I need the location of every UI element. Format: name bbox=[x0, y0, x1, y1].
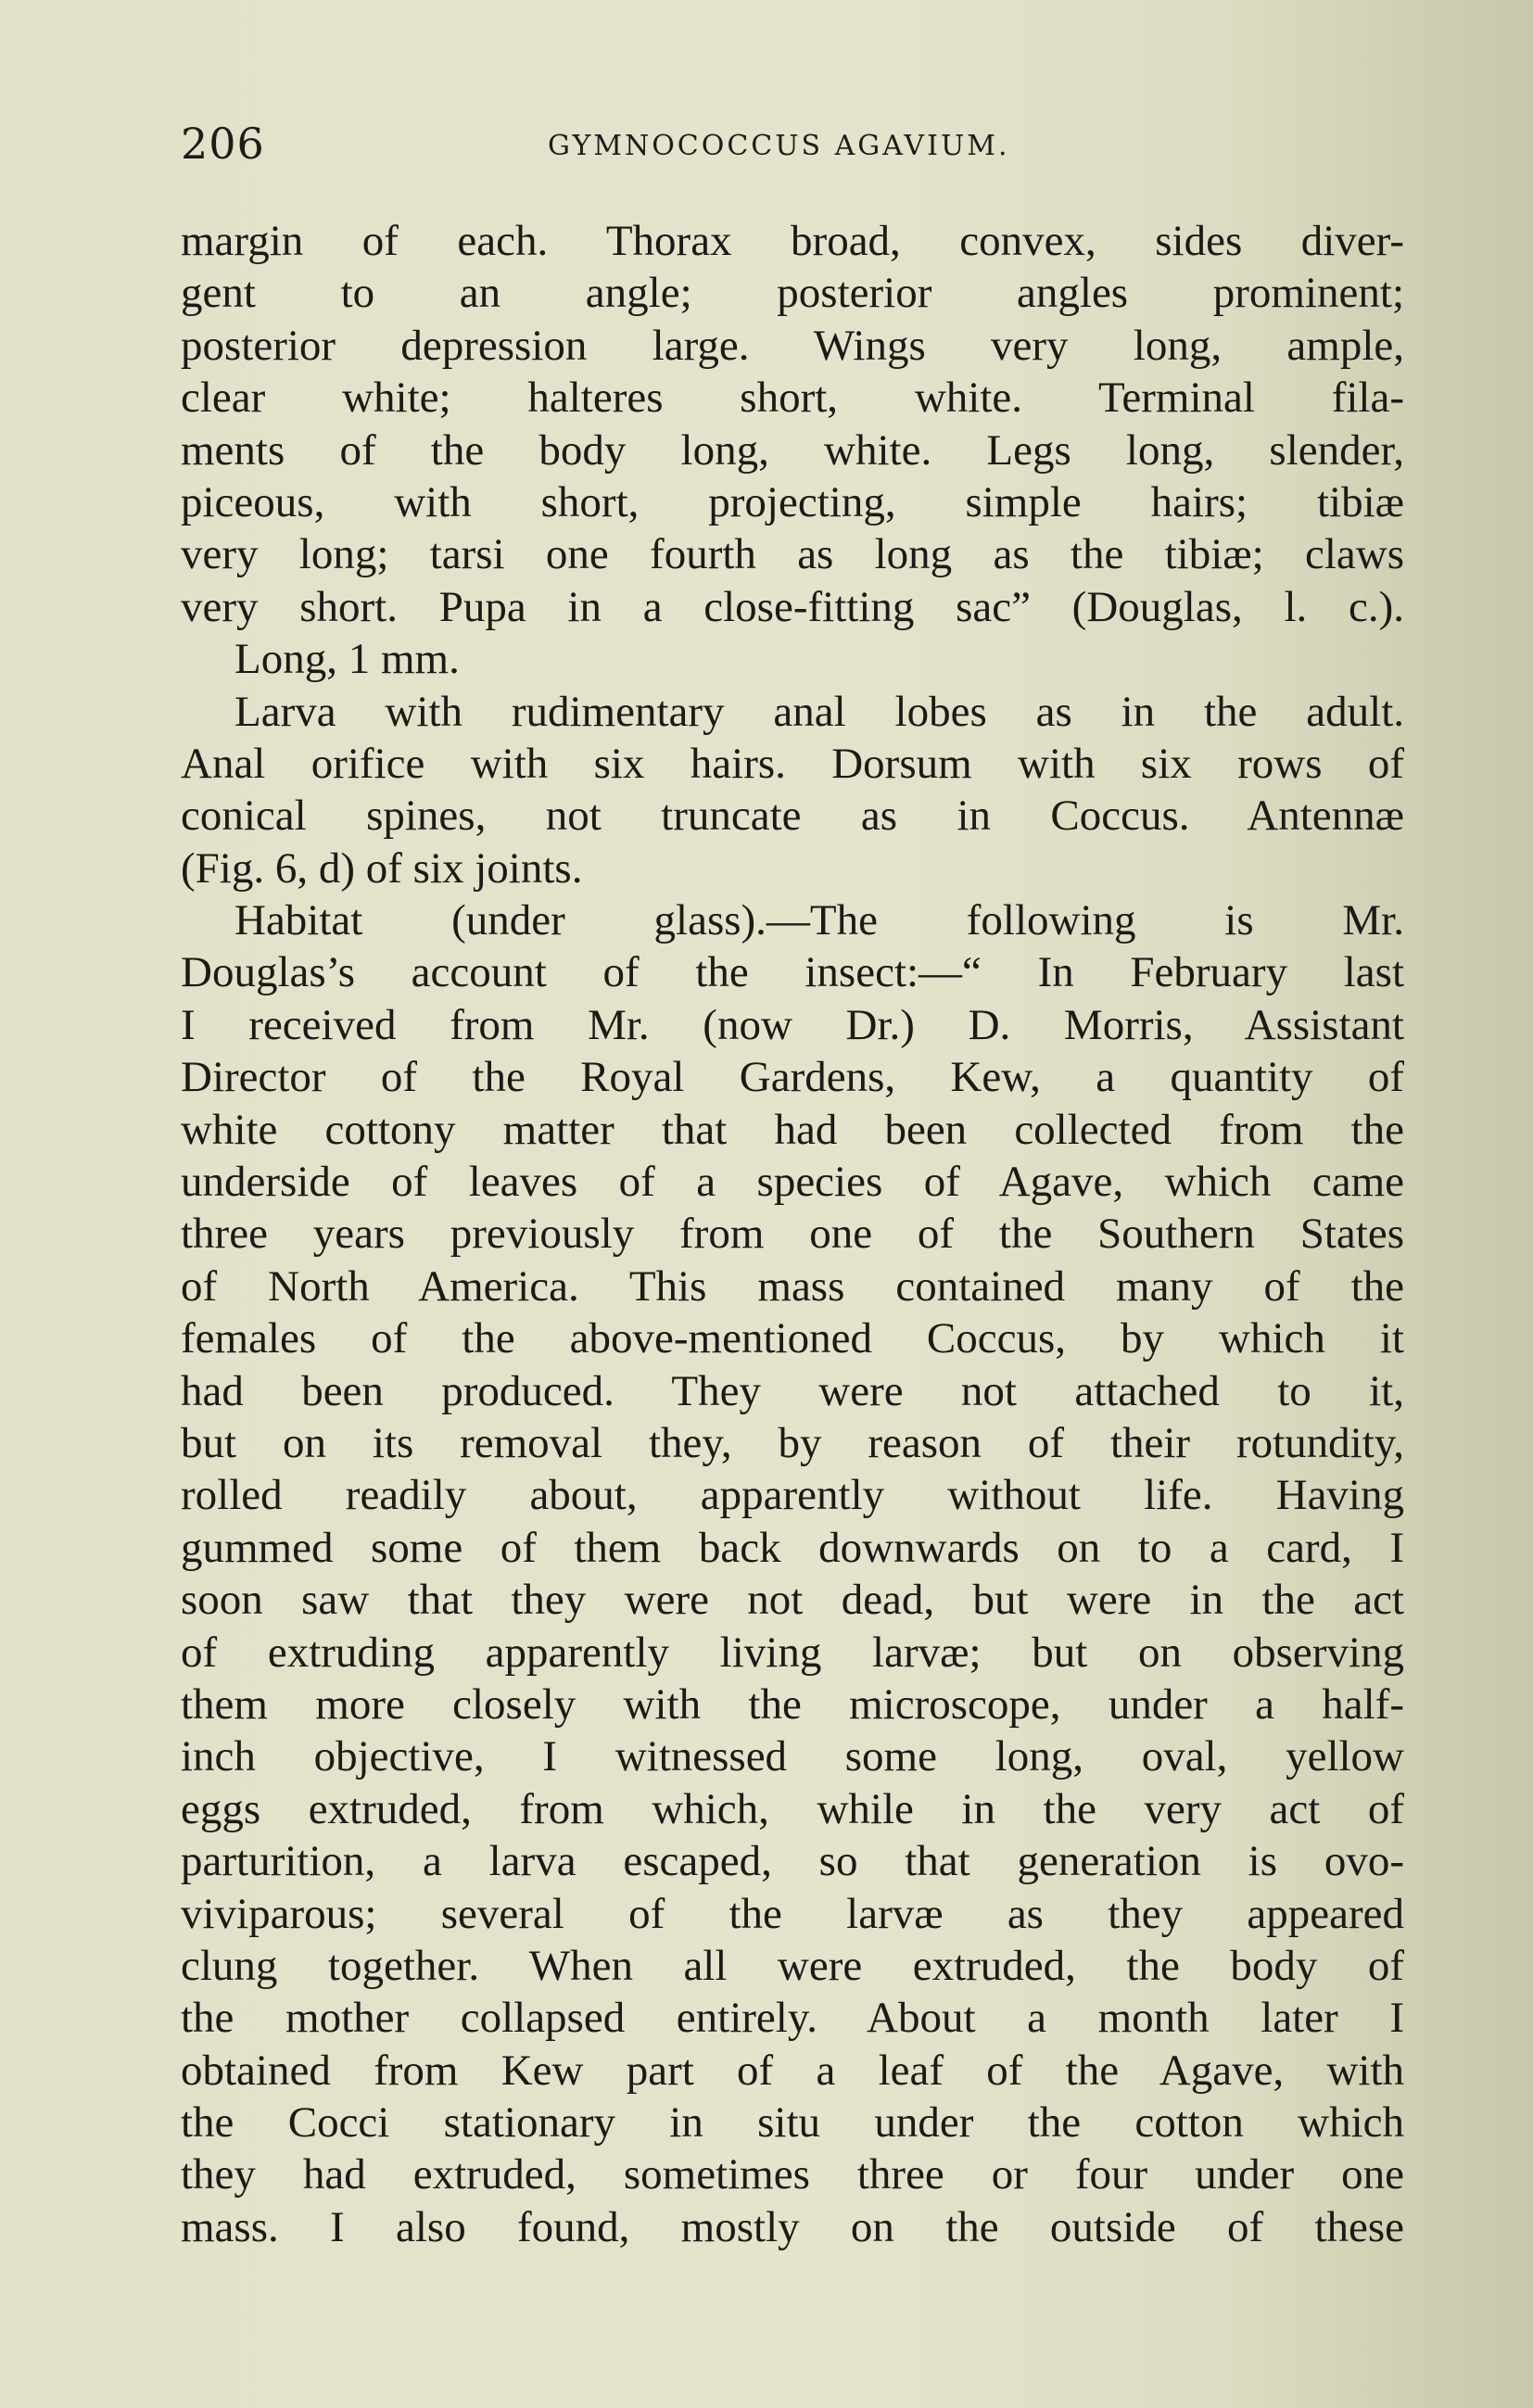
running-title: GYMNOCOCCUS AGAVIUM. bbox=[548, 130, 1010, 162]
text-line: Director of the Royal Gardens, Kew, a quantity of bbox=[181, 1053, 1404, 1102]
text-line: gummed some of them back downwards on to a card, I bbox=[181, 1523, 1404, 1572]
text-line: three years previously from one of the Southern States bbox=[181, 1210, 1404, 1259]
text-line: clung together. When all were extruded, the body of bbox=[181, 1941, 1404, 1990]
text-line: Larva with rudimentary anal lobes as in the adult. bbox=[234, 687, 1404, 736]
text-line: of extruding apparently living larvæ; but on observing bbox=[181, 1628, 1404, 1677]
text-line: (Fig. 6, d) of six joints. bbox=[181, 843, 583, 893]
text-line: margin of each. Thorax broad, convex, sides diver- bbox=[181, 217, 1404, 265]
text-line: females of the above-mentioned Coccus, by which it bbox=[181, 1314, 1404, 1363]
text-line: conical spines, not truncate as in Coccus. Antennæ bbox=[181, 792, 1404, 841]
text-line: ments of the body long, white. Legs long, slender, bbox=[181, 425, 1404, 475]
text-line: inch objective, I witnessed some long, oval, yellow bbox=[181, 1732, 1404, 1781]
text-line: they had extruded, sometimes three or four under one bbox=[181, 2150, 1404, 2199]
text-line: the mother collapsed entirely. About a month later I bbox=[181, 1994, 1404, 2043]
text-line: parturition, a larva escaped, so that generation is ovo- bbox=[181, 1837, 1404, 1886]
text-line: Douglas’s account of the insect:—“ In February last bbox=[181, 948, 1404, 997]
text-line: them more closely with the microscope, under a half- bbox=[181, 1679, 1404, 1729]
page-number: 206 bbox=[181, 119, 265, 169]
text-line: Habitat (under glass).—The following is Mr. bbox=[234, 896, 1404, 945]
text-line: mass. I also found, mostly on the outside of these bbox=[181, 2202, 1404, 2251]
text-line: soon saw that they were not dead, but were in the act bbox=[181, 1576, 1404, 1625]
text-line: piceous, with short, projecting, simple hairs; tibiæ bbox=[181, 477, 1404, 526]
text-line: I received from Mr. (now Dr.) D. Morris, Assistant bbox=[181, 1000, 1404, 1049]
text-line: but on its removal they, by reason of their rotundity, bbox=[181, 1418, 1404, 1467]
text-line: Long, 1 mm. bbox=[234, 635, 460, 684]
body-text bbox=[181, 215, 1404, 2253]
text-line: gent to an angle; posterior angles prominent; bbox=[181, 269, 1404, 318]
text-line: underside of leaves of a species of Agave, which came bbox=[181, 1158, 1404, 1207]
text-line: had been produced. They were not attached to it, bbox=[181, 1366, 1404, 1415]
text-line: white cottony matter that had been collected from the bbox=[181, 1105, 1404, 1154]
page-header bbox=[181, 119, 1404, 174]
text-line: very long; tarsi one fourth as long as the tibiæ; claws bbox=[181, 530, 1404, 579]
text-line: obtained from Kew part of a leaf of the Agave, with bbox=[181, 2046, 1404, 2095]
text-line: very short. Pupa in a close-fitting sac” (Douglas, l. c.). bbox=[181, 582, 1404, 631]
text-line: the Cocci stationary in situ under the cotton which bbox=[181, 2098, 1404, 2148]
text-line: rolled readily about, apparently without life. Having bbox=[181, 1471, 1404, 1520]
text-line: Anal orifice with six hairs. Dorsum with six rows of bbox=[181, 739, 1404, 788]
text-line: of North America. This mass contained many of the bbox=[181, 1261, 1404, 1311]
text-line: clear white; halteres short, white. Terminal fila- bbox=[181, 374, 1404, 423]
text-line: viviparous; several of the larvæ as they appeared bbox=[181, 1889, 1404, 1938]
text-line: posterior depression large. Wings very long, ample, bbox=[181, 321, 1404, 370]
text-line: eggs extruded, from which, while in the very act of bbox=[181, 1784, 1404, 1833]
